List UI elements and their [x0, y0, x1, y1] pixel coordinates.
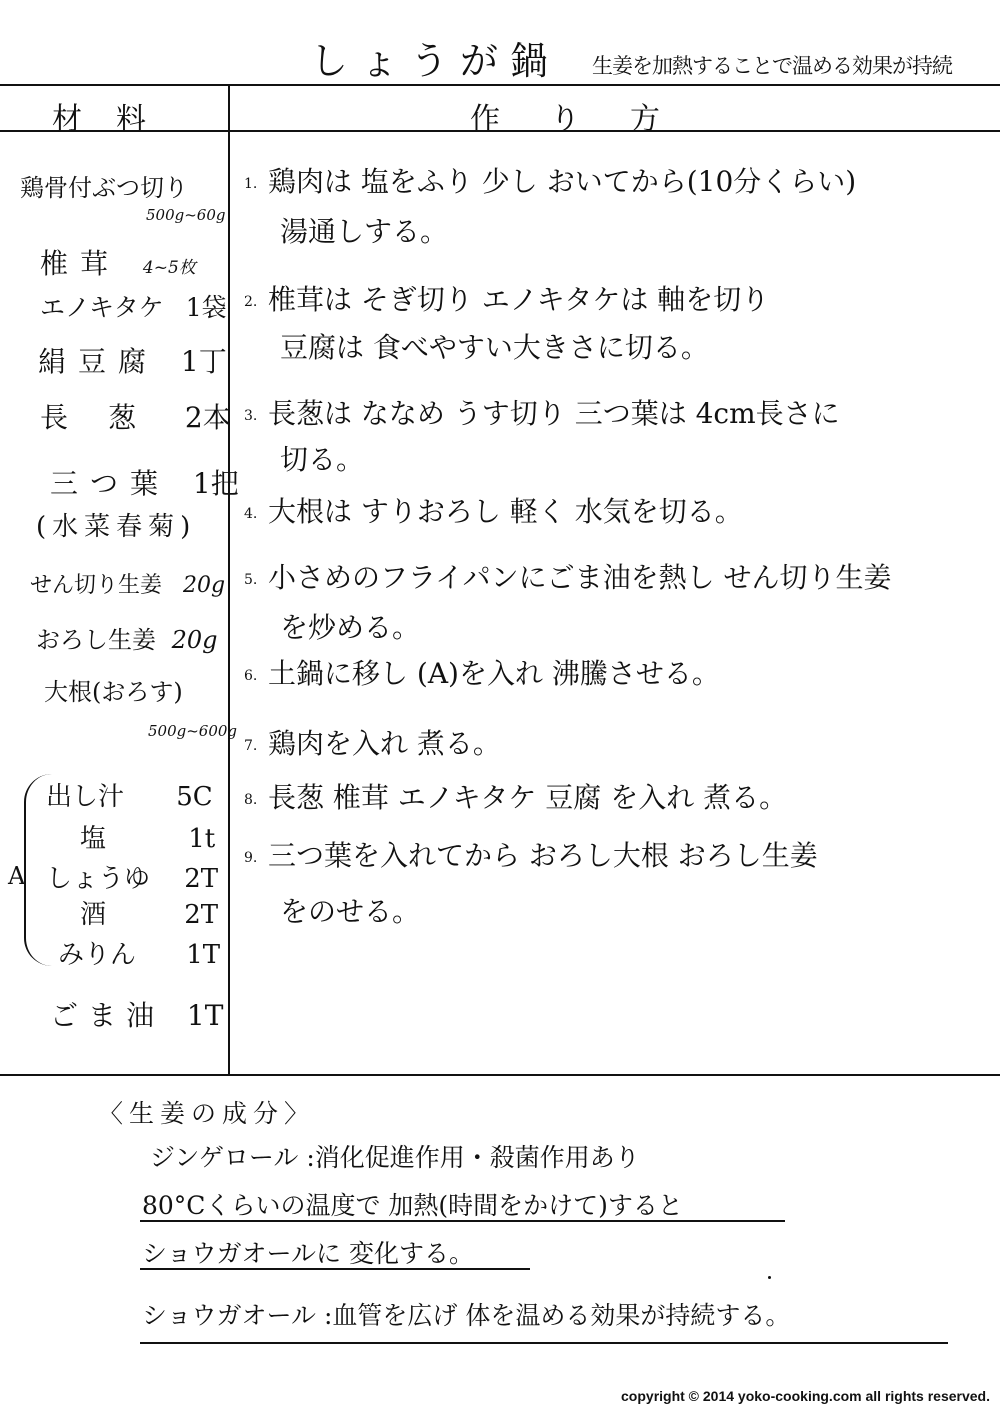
group-a-item — [58, 934, 220, 971]
ingredient-amount: 20g — [171, 626, 218, 654]
step-number: 8. — [244, 791, 258, 808]
notes-underline — [140, 1220, 785, 1222]
step-number: 6. — [244, 667, 258, 684]
ingredient-item — [36, 506, 196, 543]
ingredient-name: 絹豆腐 — [38, 345, 159, 378]
step-5-continued: を炒める。 — [280, 611, 421, 644]
ingredient-amount: 4~5枚 — [142, 258, 196, 278]
step-number: 4. — [244, 505, 258, 522]
ingredient-amount: 1T — [186, 940, 221, 970]
group-a-item — [46, 818, 215, 855]
ingredient-name: 椎茸 — [40, 247, 121, 280]
step-9-continued: をのせる。 — [280, 895, 421, 928]
ingredient-amount: 20g — [183, 573, 226, 598]
ingredient-item — [38, 340, 227, 380]
step-text: 鶏肉を入れ 煮る。 — [268, 727, 501, 760]
ingredient-amount: 2T — [184, 864, 219, 894]
notes-underline — [140, 1342, 948, 1344]
step-text: 三つ葉を入れてから おろし大根 おろし生姜 — [268, 839, 818, 872]
ingredient-name: ごま油 — [50, 999, 165, 1032]
ingredient-name: 酒 — [80, 900, 107, 930]
step-7 — [244, 722, 501, 762]
ingredient-amount: 500g~600g — [148, 722, 238, 740]
step-9 — [244, 834, 818, 874]
step-6 — [244, 652, 720, 692]
step-1 — [244, 160, 856, 200]
ingredient-item — [30, 568, 225, 599]
group-a-item — [46, 776, 213, 813]
ingredient-name: 鶏骨付ぶつ切り — [20, 174, 188, 202]
ingredient-name: 三つ葉 — [50, 467, 171, 500]
ingredient-item — [40, 288, 227, 324]
header-top-rule — [0, 84, 1000, 86]
page-subtitle: 生姜を加熱することで温める効果が持続 — [592, 54, 952, 78]
group-a-item — [46, 894, 218, 931]
step-number: 9. — [244, 849, 258, 866]
step-number: 7. — [244, 737, 258, 754]
step-3-continued: 切る。 — [280, 443, 365, 476]
ingredient-name: 出し汁 — [46, 782, 125, 812]
ingredient-amount: 1袋 — [185, 293, 227, 322]
page-title: しょうが鍋 — [310, 39, 561, 83]
ingredients-header: 材料 — [52, 102, 180, 137]
ingredient-amount: 2本 — [184, 401, 231, 434]
step-5 — [244, 556, 892, 596]
ingredient-name: おろし生姜 — [36, 626, 156, 654]
ingredient-name: エノキタケ — [40, 293, 164, 322]
group-a-item — [46, 858, 218, 895]
step-1-continued: 湯通しする。 — [280, 215, 449, 248]
copyright-notice: copyright © 2014 yoko-cooking.com all rights reserved. — [621, 1388, 990, 1404]
ingredient-amount: 1丁 — [180, 345, 227, 378]
step-number: 1. — [244, 175, 258, 192]
ingredient-item — [20, 168, 188, 203]
step-text: 長葱 椎茸 エノキタケ 豆腐 を入れ 煮る。 — [268, 781, 788, 814]
step-4 — [244, 490, 743, 530]
step-text: 椎茸は そぎ切り エノキタケは 軸を切り — [268, 283, 770, 316]
step-number: 5. — [244, 571, 258, 588]
ingredient-amount: 1T — [186, 999, 224, 1032]
group-a-label: A — [8, 862, 26, 890]
notes-line-shogaol-effect: ショウガオール :血管を広げ 体を温める効果が持続する。 — [142, 1301, 791, 1330]
ingredient-name: みりん — [58, 940, 137, 970]
step-number: 3. — [244, 407, 258, 424]
step-8 — [244, 776, 787, 816]
ingredient-name: 長葱 — [40, 401, 177, 434]
step-text: 長葱は ななめ うす切り 三つ葉は 4cm長さに — [268, 397, 840, 430]
ingredient-item — [50, 994, 223, 1034]
ingredient-amount: 5C — [176, 782, 213, 812]
step-number: 2. — [244, 293, 258, 310]
column-divider — [228, 84, 230, 1074]
step-2-continued: 豆腐は 食べやすい大きさに切る。 — [280, 331, 709, 364]
ingredient-name: しょうゆ — [46, 864, 151, 894]
method-header: 作り方 — [470, 102, 710, 137]
ingredient-item — [40, 242, 196, 282]
notes-heading: 〈生姜の成分〉 — [98, 1099, 316, 1128]
ingredient-item — [50, 462, 239, 502]
ingredient-item — [44, 672, 183, 707]
ingredient-amount: 500g~60g — [146, 206, 226, 224]
ingredient-amount: 1t — [188, 824, 216, 854]
ink-dot — [768, 1276, 771, 1279]
ingredient-amount: 2T — [184, 900, 219, 930]
notes-line-gingerol: ジンゲロール :消化促進作用・殺菌作用あり — [150, 1143, 640, 1172]
ingredient-name: 塩 — [80, 824, 107, 854]
step-text: 土鍋に移し (A)を入れ 沸騰させる。 — [268, 657, 720, 690]
ingredient-name: 大根(おろす) — [44, 678, 183, 706]
step-text: 大根は すりおろし 軽く 水気を切る。 — [268, 495, 743, 528]
ingredient-name: (水菜春菊) — [36, 512, 197, 542]
step-3 — [244, 392, 840, 432]
notes-underline — [140, 1268, 530, 1270]
step-text: 鶏肉は 塩をふり 少し おいてから(10分くらい) — [268, 165, 857, 198]
step-2 — [244, 278, 769, 318]
table-bottom-rule — [0, 1074, 1000, 1076]
step-text: 小さめのフライパンにごま油を熱し せん切り生姜 — [268, 561, 892, 594]
ingredient-item — [36, 620, 218, 655]
ingredient-amount: 1把 — [192, 467, 239, 500]
notes-line-shogaol-change: ショウガオールに 変化する。 — [142, 1239, 474, 1268]
notes-line-heating: 80°Cくらいの温度で 加熱(時間をかけて)すると — [142, 1191, 683, 1220]
ingredient-item — [40, 396, 231, 436]
ingredient-name: せん切り生姜 — [30, 573, 163, 598]
